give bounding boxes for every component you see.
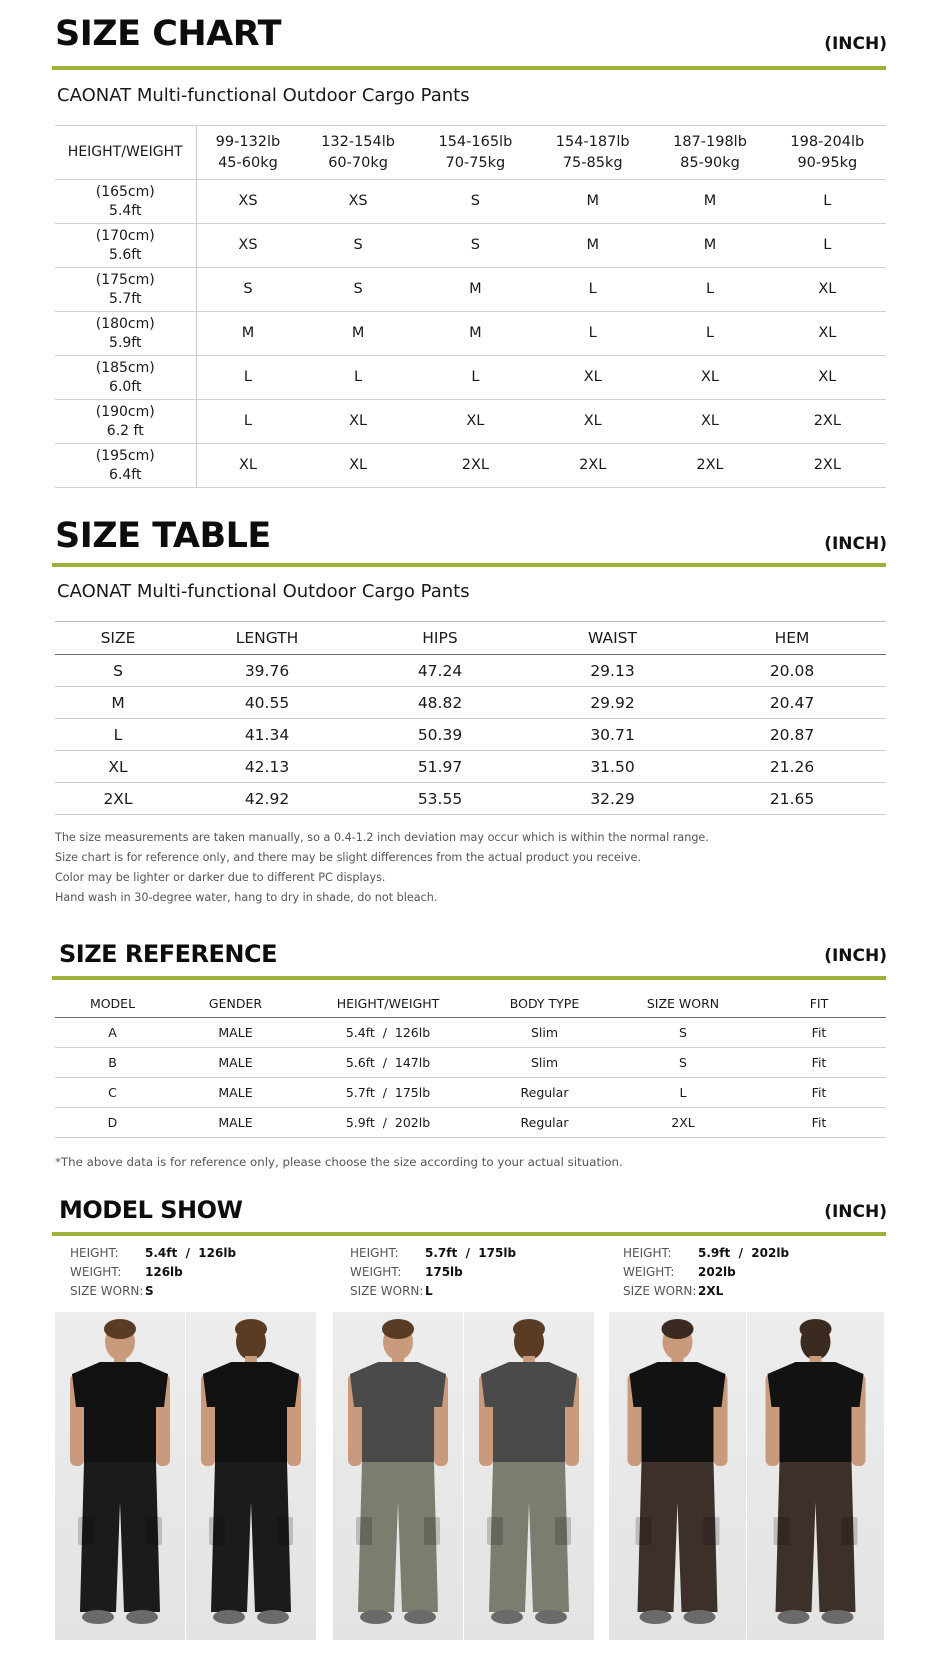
height-cm: (195cm) bbox=[95, 447, 155, 464]
weight-col bbox=[417, 126, 534, 180]
size-table-unit: (INCH) bbox=[824, 534, 887, 554]
table-cell: 53.55 bbox=[353, 783, 527, 815]
height-value: 5.4ft / 126lb bbox=[145, 1246, 237, 1260]
col-header: LENGTH bbox=[181, 622, 353, 655]
size-chart-table bbox=[55, 125, 886, 488]
weight-kg: 60-70kg bbox=[328, 154, 388, 171]
size-label: SIZE WORN: bbox=[623, 1284, 697, 1298]
size-cell: M bbox=[651, 180, 768, 224]
height-cell bbox=[55, 400, 196, 444]
reference-cell: L bbox=[614, 1077, 752, 1107]
size-cell: S bbox=[299, 268, 416, 312]
size-table-title: SIZE TABLE bbox=[55, 516, 271, 556]
size-cell: XS bbox=[299, 180, 416, 224]
table-cell: 29.13 bbox=[527, 655, 698, 687]
reference-cell: A bbox=[55, 1017, 170, 1047]
wash-note: Hand wash in 30-degree water, hang to dry in shade, do not bleach. bbox=[55, 891, 438, 904]
model-info-3 bbox=[623, 1244, 789, 1301]
weight-kg: 45-60kg bbox=[218, 154, 278, 171]
size-chart-row bbox=[55, 356, 886, 400]
weight-kg: 70-75kg bbox=[445, 154, 506, 171]
size-label: SIZE WORN: bbox=[70, 1284, 144, 1298]
size-chart-row bbox=[55, 400, 886, 444]
size-cell: M bbox=[299, 312, 416, 356]
size-chart-product: CAONAT Multi-functional Outdoor Cargo Pants bbox=[57, 85, 470, 106]
reference-cell: S bbox=[614, 1017, 752, 1047]
reference-cell: 5.6ft / 147lb bbox=[301, 1047, 475, 1077]
reference-cell: MALE bbox=[170, 1077, 301, 1107]
height-ft: 6.0ft bbox=[109, 378, 142, 395]
size-table bbox=[55, 621, 886, 815]
model-photo bbox=[186, 1312, 316, 1640]
size-chart-title: SIZE CHART bbox=[55, 14, 282, 54]
col-header: HEIGHT/WEIGHT bbox=[301, 990, 475, 1017]
size-reference-title: SIZE REFERENCE bbox=[59, 940, 277, 968]
reference-cell: 2XL bbox=[614, 1107, 752, 1137]
size-chart-divider bbox=[52, 66, 886, 70]
reference-cell: Regular bbox=[475, 1077, 614, 1107]
model-photo bbox=[333, 1312, 463, 1640]
reference-cell: 5.9ft / 202lb bbox=[301, 1107, 475, 1137]
height-cm: (170cm) bbox=[95, 227, 155, 244]
size-chart-header-row bbox=[55, 126, 886, 180]
model-show-header bbox=[55, 1196, 887, 1228]
corner-cell: HEIGHT/WEIGHT bbox=[55, 126, 196, 180]
reference-cell: Fit bbox=[752, 1107, 886, 1137]
size-table-divider bbox=[52, 563, 886, 567]
table-cell: 30.71 bbox=[527, 719, 698, 751]
reference-cell: D bbox=[55, 1107, 170, 1137]
height-cell bbox=[55, 268, 196, 312]
reference-cell: Regular bbox=[475, 1107, 614, 1137]
col-header: FIT bbox=[752, 990, 886, 1017]
weight-lb: 132-154lb bbox=[321, 133, 395, 150]
height-ft: 5.7ft bbox=[109, 290, 142, 307]
table-cell: 47.24 bbox=[353, 655, 527, 687]
model-show-title: MODEL SHOW bbox=[59, 1196, 243, 1224]
weight-col bbox=[534, 126, 651, 180]
table-cell: 40.55 bbox=[181, 687, 353, 719]
reference-cell: Slim bbox=[475, 1017, 614, 1047]
model-info-1 bbox=[70, 1244, 236, 1301]
size-cell: M bbox=[417, 268, 534, 312]
table-cell: 50.39 bbox=[353, 719, 527, 751]
table-cell: 20.47 bbox=[698, 687, 886, 719]
size-table-row bbox=[55, 783, 886, 815]
size-value: L bbox=[425, 1284, 433, 1298]
model-photo bbox=[609, 1312, 746, 1640]
size-chart-row bbox=[55, 180, 886, 224]
weight-lb: 154-165lb bbox=[438, 133, 513, 150]
size-cell: XL bbox=[299, 444, 416, 488]
reference-footnote: *The above data is for reference only, please choose the size according to your actual situation. bbox=[55, 1155, 623, 1169]
reference-cell: Fit bbox=[752, 1017, 886, 1047]
weight-col bbox=[196, 126, 299, 180]
size-cell: M bbox=[417, 312, 534, 356]
size-chart-header bbox=[55, 14, 887, 58]
size-cell: 2XL bbox=[534, 444, 651, 488]
height-cm: (165cm) bbox=[95, 183, 155, 200]
size-cell: L bbox=[534, 312, 651, 356]
height-value: 5.9ft / 202lb bbox=[698, 1246, 790, 1260]
col-header: WAIST bbox=[527, 622, 698, 655]
size-cell: XS bbox=[196, 180, 299, 224]
size-cell: L bbox=[769, 224, 886, 268]
col-header: SIZE bbox=[55, 622, 181, 655]
height-cm: (175cm) bbox=[95, 271, 155, 288]
height-ft: 6.2 ft bbox=[106, 422, 144, 439]
size-cell: S bbox=[196, 268, 299, 312]
table-cell: 32.29 bbox=[527, 783, 698, 815]
col-header: GENDER bbox=[170, 990, 301, 1017]
weight-label: WEIGHT: bbox=[623, 1265, 675, 1279]
reference-cell: B bbox=[55, 1047, 170, 1077]
height-cell bbox=[55, 444, 196, 488]
size-cell: XS bbox=[196, 224, 299, 268]
model-photo bbox=[464, 1312, 594, 1640]
model-info-2 bbox=[350, 1244, 516, 1301]
size-value: S bbox=[145, 1284, 154, 1298]
table-cell: 31.50 bbox=[527, 751, 698, 783]
reference-cell: MALE bbox=[170, 1107, 301, 1137]
size-cell: XL bbox=[417, 400, 534, 444]
weight-kg: 75-85kg bbox=[562, 154, 623, 171]
reference-note: Size chart is for reference only, and there may be slight differences from the actual product you receive. bbox=[55, 851, 641, 864]
table-cell: 20.87 bbox=[698, 719, 886, 751]
weight-col bbox=[299, 126, 416, 180]
table-cell: 21.65 bbox=[698, 783, 886, 815]
model-show-divider bbox=[52, 1232, 886, 1236]
color-note: Color may be lighter or darker due to different PC displays. bbox=[55, 871, 386, 884]
size-reference-divider bbox=[52, 976, 886, 980]
weight-lb: 99-132lb bbox=[215, 133, 281, 150]
reference-cell: MALE bbox=[170, 1047, 301, 1077]
reference-cell: Fit bbox=[752, 1047, 886, 1077]
reference-cell: Slim bbox=[475, 1047, 614, 1077]
size-cell: L bbox=[651, 268, 768, 312]
table-cell: 21.26 bbox=[698, 751, 886, 783]
size-chart-row bbox=[55, 224, 886, 268]
size-cell: L bbox=[769, 180, 886, 224]
table-cell: XL bbox=[55, 751, 181, 783]
weight-lb: 187-198lb bbox=[673, 133, 747, 150]
table-cell: 51.97 bbox=[353, 751, 527, 783]
size-cell: 2XL bbox=[651, 444, 768, 488]
size-cell: 2XL bbox=[769, 444, 886, 488]
size-cell: 2XL bbox=[417, 444, 534, 488]
height-value: 5.7ft / 175lb bbox=[425, 1246, 517, 1260]
size-cell: L bbox=[196, 400, 299, 444]
size-cell: S bbox=[417, 224, 534, 268]
weight-value: 126lb bbox=[145, 1265, 183, 1279]
table-cell: S bbox=[55, 655, 181, 687]
table-cell: 20.08 bbox=[698, 655, 886, 687]
height-label: HEIGHT: bbox=[350, 1246, 399, 1260]
size-cell: L bbox=[417, 356, 534, 400]
size-cell: M bbox=[534, 224, 651, 268]
size-cell: L bbox=[299, 356, 416, 400]
table-cell: 48.82 bbox=[353, 687, 527, 719]
size-cell: M bbox=[534, 180, 651, 224]
height-cell bbox=[55, 312, 196, 356]
model-show-unit: (INCH) bbox=[824, 1202, 887, 1222]
size-cell: XL bbox=[534, 356, 651, 400]
size-cell: XL bbox=[196, 444, 299, 488]
col-header: HEM bbox=[698, 622, 886, 655]
size-cell: M bbox=[196, 312, 299, 356]
height-ft: 5.6ft bbox=[109, 246, 142, 263]
height-cm: (180cm) bbox=[95, 315, 155, 332]
height-label: HEIGHT: bbox=[623, 1246, 672, 1260]
weight-value: 202lb bbox=[698, 1265, 736, 1279]
reference-cell: Fit bbox=[752, 1077, 886, 1107]
reference-cell: MALE bbox=[170, 1017, 301, 1047]
size-chart-row bbox=[55, 268, 886, 312]
height-label: HEIGHT: bbox=[70, 1246, 119, 1260]
reference-cell: C bbox=[55, 1077, 170, 1107]
col-header: MODEL bbox=[55, 990, 170, 1017]
table-cell: 41.34 bbox=[181, 719, 353, 751]
weight-col bbox=[651, 126, 768, 180]
size-table-product: CAONAT Multi-functional Outdoor Cargo Pants bbox=[57, 581, 470, 602]
size-table-header-row bbox=[55, 622, 886, 655]
size-cell: XL bbox=[769, 268, 886, 312]
size-cell: XL bbox=[299, 400, 416, 444]
height-cell bbox=[55, 180, 196, 224]
reference-cell: 5.4ft / 126lb bbox=[301, 1017, 475, 1047]
size-table-row bbox=[55, 655, 886, 687]
size-label: SIZE WORN: bbox=[350, 1284, 424, 1298]
size-chart-row bbox=[55, 312, 886, 356]
size-cell: S bbox=[417, 180, 534, 224]
size-chart-row bbox=[55, 444, 886, 488]
height-ft: 5.4ft bbox=[109, 202, 142, 219]
height-cm: (190cm) bbox=[95, 403, 155, 420]
weight-value: 175lb bbox=[425, 1265, 463, 1279]
table-cell: 2XL bbox=[55, 783, 181, 815]
weight-kg: 90-95kg bbox=[797, 154, 858, 171]
weight-lb: 154-187lb bbox=[555, 133, 630, 150]
reference-row bbox=[55, 1077, 886, 1107]
table-cell: 29.92 bbox=[527, 687, 698, 719]
table-cell: 39.76 bbox=[181, 655, 353, 687]
size-cell: S bbox=[299, 224, 416, 268]
size-cell: L bbox=[196, 356, 299, 400]
size-cell: XL bbox=[769, 356, 886, 400]
size-cell: 2XL bbox=[769, 400, 886, 444]
measurement-note: The size measurements are taken manually, so a 0.4-1.2 inch deviation may occur which is within the normal range. bbox=[55, 831, 709, 844]
weight-col bbox=[769, 126, 886, 180]
size-cell: XL bbox=[651, 400, 768, 444]
table-cell: 42.13 bbox=[181, 751, 353, 783]
size-cell: M bbox=[651, 224, 768, 268]
size-reference-unit: (INCH) bbox=[824, 946, 887, 966]
size-table-row bbox=[55, 751, 886, 783]
size-chart-unit: (INCH) bbox=[824, 34, 887, 54]
size-reference-header bbox=[55, 940, 887, 972]
col-header: SIZE WORN bbox=[614, 990, 752, 1017]
size-table-header bbox=[55, 516, 887, 560]
reference-cell: S bbox=[614, 1047, 752, 1077]
reference-row bbox=[55, 1107, 886, 1137]
weight-label: WEIGHT: bbox=[350, 1265, 402, 1279]
reference-row bbox=[55, 1047, 886, 1077]
height-ft: 5.9ft bbox=[109, 334, 142, 351]
col-header: HIPS bbox=[353, 622, 527, 655]
size-cell: L bbox=[534, 268, 651, 312]
col-header: BODY TYPE bbox=[475, 990, 614, 1017]
size-reference-table bbox=[55, 990, 886, 1138]
height-cm: (185cm) bbox=[95, 359, 155, 376]
size-table-row bbox=[55, 719, 886, 751]
height-cell bbox=[55, 224, 196, 268]
size-cell: XL bbox=[769, 312, 886, 356]
model-photo bbox=[747, 1312, 884, 1640]
reference-cell: 5.7ft / 175lb bbox=[301, 1077, 475, 1107]
size-table-row bbox=[55, 687, 886, 719]
reference-row bbox=[55, 1017, 886, 1047]
height-cell bbox=[55, 356, 196, 400]
weight-kg: 85-90kg bbox=[680, 154, 740, 171]
size-cell: L bbox=[651, 312, 768, 356]
table-cell: L bbox=[55, 719, 181, 751]
size-reference-header-row bbox=[55, 990, 886, 1017]
table-cell: 42.92 bbox=[181, 783, 353, 815]
height-ft: 6.4ft bbox=[109, 466, 142, 483]
size-cell: XL bbox=[651, 356, 768, 400]
size-value: 2XL bbox=[698, 1284, 724, 1298]
table-cell: M bbox=[55, 687, 181, 719]
weight-lb: 198-204lb bbox=[790, 133, 865, 150]
model-photo bbox=[55, 1312, 185, 1640]
size-cell: XL bbox=[534, 400, 651, 444]
weight-label: WEIGHT: bbox=[70, 1265, 122, 1279]
